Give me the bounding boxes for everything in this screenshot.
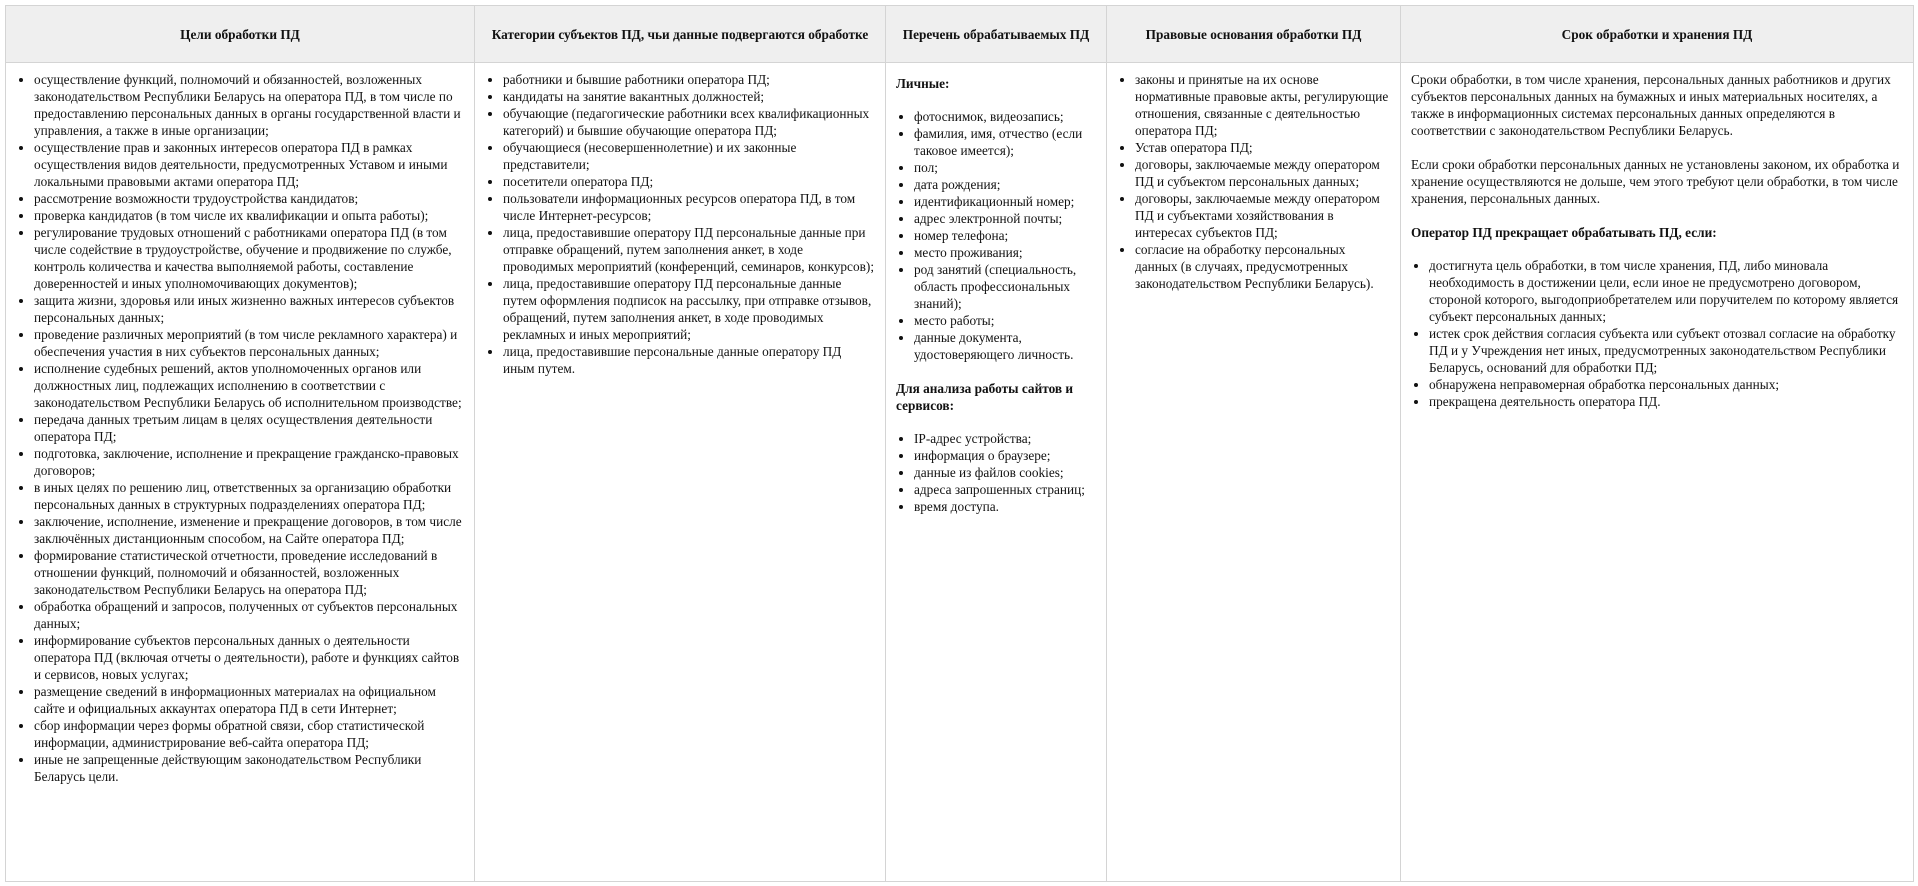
list-item: • проверка кандидатов (в том числе их квалификации и опыта работы);	[34, 207, 464, 224]
data-list-cell	[886, 63, 1107, 882]
list-item: • обработка обращений и запросов, полученных от субъектов персональных данных;	[34, 598, 464, 632]
stop-conditions-list	[1411, 257, 1903, 410]
list-item: • пол;	[914, 159, 1096, 176]
list-item: • место работы;	[914, 312, 1096, 329]
list-item: • данные из файлов cookies;	[914, 464, 1096, 481]
list-item: • адрес электронной почты;	[914, 210, 1096, 227]
list-item: • прекращена деятельность оператора ПД.	[1429, 393, 1903, 410]
categories-list	[485, 71, 875, 377]
list-item: • лица, предоставившие персональные данные оператору ПД иным путем.	[503, 343, 875, 377]
list-item: • иные не запрещенные действующим законодательством Республики Беларусь цели.	[34, 751, 464, 785]
header-data-list: Перечень обрабатываемых ПД	[886, 6, 1107, 63]
list-item: • обучающие (педагогические работники всех квалификационных категорий) и бывшие обучающие оператора ПД;	[503, 105, 875, 139]
list-item: • проведение различных мероприятий (в том числе рекламного характера) и обеспечения участия в них субъектов персональных данных;	[34, 326, 464, 360]
retention-cell	[1401, 63, 1914, 882]
list-item: • кандидаты на занятие вакантных должностей;	[503, 88, 875, 105]
list-item: • размещение сведений в информационных материалах на официальном сайте и официальных аккаунтах оператора ПД в сети Интернет;	[34, 683, 464, 717]
analytics-data-list	[896, 430, 1096, 515]
list-item: • фотоснимок, видеозапись;	[914, 108, 1096, 125]
list-item: • заключение, исполнение, изменение и прекращение договоров, в том числе заключённых дистанционным способом, на Сайте оператора ПД;	[34, 513, 464, 547]
header-legal-bases: Правовые основания обработки ПД	[1107, 6, 1401, 63]
stop-conditions-title: Оператор ПД прекращает обрабатывать ПД, если:	[1411, 225, 1717, 240]
personal-data-title: Личные:	[896, 76, 950, 91]
legal-bases-cell	[1107, 63, 1401, 882]
list-item: • договоры, заключаемые между оператором ПД и субъектом персональных данных;	[1135, 156, 1390, 190]
list-item: • дата рождения;	[914, 176, 1096, 193]
list-item: • рассмотрение возможности трудоустройства кандидатов;	[34, 190, 464, 207]
retention-paragraph-1: Сроки обработки, в том числе хранения, персональных данных работников и других субъектов персональных данных на бумажных и иных материальных носителях, а также в информационных системах персональных данных определяются в соответствии с законодательством Республики Беларусь.	[1411, 72, 1891, 138]
list-item: • пользователи информационных ресурсов оператора ПД, в том числе Интернет-ресурсов;	[503, 190, 875, 224]
list-item: • фамилия, имя, отчество (если таковое имеется);	[914, 125, 1096, 159]
analytics-data-title: Для анализа работы сайтов и сервисов:	[896, 381, 1074, 413]
list-item: • место проживания;	[914, 244, 1096, 261]
list-item: • IP-адрес устройства;	[914, 430, 1096, 447]
list-item: • обнаружена неправомерная обработка персональных данных;	[1429, 376, 1903, 393]
list-item: • законы и принятые на их основе нормативные правовые акты, регулирующие отношения, связанные с деятельностью оператора ПД;	[1135, 71, 1390, 139]
list-item: • обучающиеся (несовершеннолетние) и их законные представители;	[503, 139, 875, 173]
list-item: • договоры, заключаемые между оператором ПД и субъектами хозяйствования в интересах субъектов ПД;	[1135, 190, 1390, 241]
list-item: • регулирование трудовых отношений с работниками оператора ПД (в том числе содействие в трудоустройстве, обучение и продвижение по службе, контроль количества и качества выполняемой работы, составление доверенностей и иных уполномочивающих документов);	[34, 224, 464, 292]
categories-cell	[475, 63, 886, 882]
header-row	[6, 6, 1914, 63]
list-item: • исполнение судебных решений, актов уполномоченных органов или должностных лиц, подлежащих исполнению в соответствии с законодательством Республики Беларусь об исполнительном производстве;	[34, 360, 464, 411]
list-item: • защита жизни, здоровья или иных жизненно важных интересов субъектов персональных данных;	[34, 292, 464, 326]
list-item: • данные документа, удостоверяющего личность.	[914, 329, 1096, 363]
list-item: • работники и бывшие работники оператора ПД;	[503, 71, 875, 88]
list-item: • Устав оператора ПД;	[1135, 139, 1390, 156]
retention-paragraph-2: Если сроки обработки персональных данных не установлены законом, их обработка и хранение осуществляются не дольше, чем этого требуют цели обработки, в том числе хранения, персональных данных.	[1411, 157, 1900, 206]
legal-bases-list	[1117, 71, 1390, 292]
list-item: • номер телефона;	[914, 227, 1096, 244]
list-item: • передача данных третьим лицам в целях осуществления деятельности оператора ПД;	[34, 411, 464, 445]
list-item: • осуществление функций, полномочий и обязанностей, возложенных законодательством Республики Беларусь на оператора ПД, в том числе по предоставлению персональных данных в органы государственной власти и управления, а также в иные организации;	[34, 71, 464, 139]
list-item: • информирование субъектов персональных данных о деятельности оператора ПД (включая отчеты о деятельности), работе и функциях сайтов и сервисов, новых услугах;	[34, 632, 464, 683]
header-retention: Срок обработки и хранения ПД	[1401, 6, 1914, 63]
list-item: • информация о браузере;	[914, 447, 1096, 464]
personal-data-table	[5, 5, 1914, 882]
list-item: • осуществление прав и законных интересов оператора ПД в рамках осуществления видов деятельности, предусмотренных Уставом и иными локальными правовыми актами оператора ПД;	[34, 139, 464, 190]
list-item: • сбор информации через формы обратной связи, сбор статистической информации, администрирование веб-сайта оператора ПД;	[34, 717, 464, 751]
list-item: • идентификационный номер;	[914, 193, 1096, 210]
list-item: • лица, предоставившие оператору ПД персональные данные при отправке обращений, путем заполнения анкет, в ходе проводимых мероприятий (конференций, семинаров, конкурсов);	[503, 224, 875, 275]
purposes-cell	[6, 63, 475, 882]
content-row	[6, 63, 1914, 882]
list-item: • посетители оператора ПД;	[503, 173, 875, 190]
list-item: • достигнута цель обработки, в том числе хранения, ПД, либо миновала необходимость в достижении цели, если иное не предусмотрено договором, стороной которого, выгодоприобретателем или поручителем по которому является субъект персональных данных;	[1429, 257, 1903, 325]
list-item: • род занятий (специальность, область профессиональных знаний);	[914, 261, 1096, 312]
header-categories: Категории субъектов ПД, чьи данные подвергаются обработке	[475, 6, 886, 63]
list-item: • формирование статистической отчетности, проведение исследований в отношении функций, полномочий и обязанностей, возложенных законодательством Республики Беларусь на оператора ПД;	[34, 547, 464, 598]
list-item: • истек срок действия согласия субъекта или субъект отозвал согласие на обработку ПД и у Учреждения нет иных, предусмотренных законодательством Республики Беларусь, оснований для обработки ПД;	[1429, 325, 1903, 376]
list-item: • подготовка, заключение, исполнение и прекращение гражданско-правовых договоров;	[34, 445, 464, 479]
personal-data-list	[896, 108, 1096, 363]
header-purposes: Цели обработки ПД	[6, 6, 475, 63]
purposes-list	[16, 71, 464, 785]
list-item: • согласие на обработку персональных данных (в случаях, предусмотренных законодательством Республики Беларусь).	[1135, 241, 1390, 292]
list-item: • лица, предоставившие оператору ПД персональные данные путем оформления подписок на рассылку, при отправке отзывов, обращений, путем заполнения анкет, в ходе проводимых рекламных и иных мероприятий;	[503, 275, 875, 343]
list-item: • адреса запрошенных страниц;	[914, 481, 1096, 498]
list-item: • время доступа.	[914, 498, 1096, 515]
list-item: • в иных целях по решению лиц, ответственных за организацию обработки персональных данных в структурных подразделениях оператора ПД;	[34, 479, 464, 513]
